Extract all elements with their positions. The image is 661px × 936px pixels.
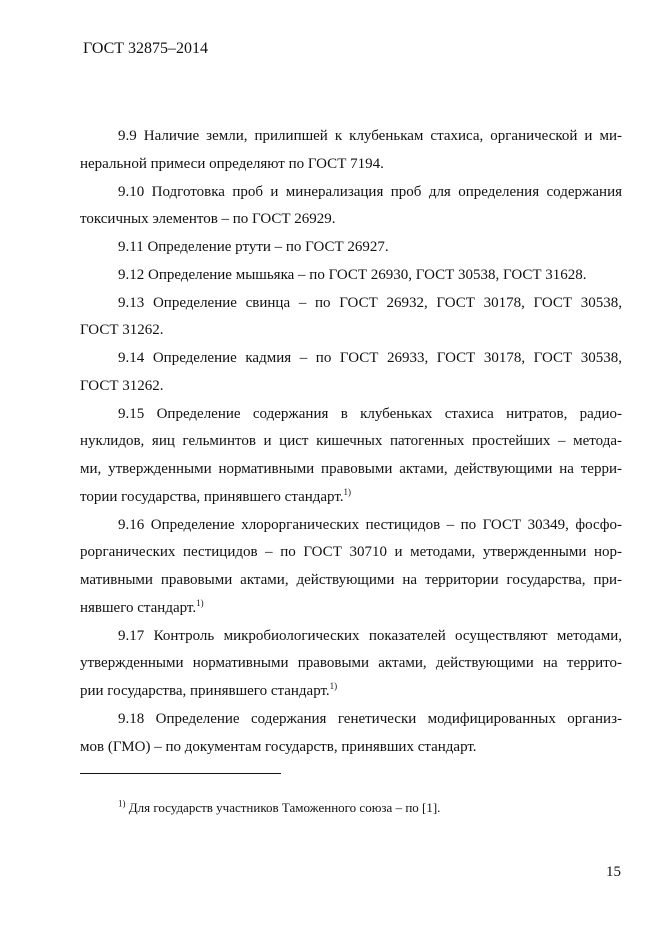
line-text: неральной примеси определяют по ГОСТ 7194. bbox=[80, 155, 384, 172]
paragraph-line bbox=[80, 317, 622, 345]
paragraph-line bbox=[80, 345, 622, 373]
line-text: рии государства, принявшего стандарт. bbox=[80, 683, 330, 699]
line-text: мов (ГМО) – по документам государств, принявших стандарт. bbox=[80, 738, 477, 755]
line-text: мативными правовыми актами, действующими на территории государства, при- bbox=[80, 572, 622, 588]
paragraph-line bbox=[80, 428, 622, 456]
paragraph-line bbox=[80, 539, 622, 567]
line-text: тории государства, принявшего стандарт. bbox=[80, 488, 344, 505]
footnote-separator bbox=[80, 773, 281, 774]
line-text: 9.12 Определение мышьяка – по ГОСТ 26930, ГОСТ 30538, ГОСТ 31628. bbox=[118, 266, 587, 283]
line-text: 9.18 Определение содержания генетически модифицированных организ- bbox=[118, 710, 622, 727]
line-text: ГОСТ 31262. bbox=[80, 377, 164, 394]
footnote-mark: 1) bbox=[118, 798, 126, 809]
paragraph-line bbox=[80, 623, 622, 651]
paragraph-line bbox=[80, 595, 622, 623]
paragraph-line bbox=[80, 373, 622, 401]
page-number: 15 bbox=[606, 864, 621, 880]
line-text: 9.11 Определение ртути – по ГОСТ 26927. bbox=[118, 239, 389, 255]
footnote-reference: 1) bbox=[343, 486, 352, 497]
paragraph-line bbox=[80, 650, 622, 678]
paragraph-line bbox=[80, 567, 622, 595]
paragraph-line bbox=[80, 179, 622, 207]
line-text: 9.13 Определение свинца – по ГОСТ 26932, ГОСТ 30178, ГОСТ 30538, bbox=[118, 294, 622, 311]
paragraph-line bbox=[80, 456, 622, 484]
line-text: 9.14 Определение кадмия – по ГОСТ 26933, ГОСТ 30178, ГОСТ 30538, bbox=[118, 350, 622, 366]
paragraph-line bbox=[80, 206, 622, 234]
footnote-text: Для государств участников Таможенного союза – по [1]. bbox=[125, 800, 441, 815]
line-text: 9.9 Наличие земли, прилипшей к клубенькам стахиса, органической и ми- bbox=[118, 128, 622, 144]
paragraph-line bbox=[80, 290, 622, 318]
paragraph-line bbox=[80, 706, 622, 734]
document-body bbox=[80, 123, 622, 761]
paragraph-line bbox=[80, 734, 622, 762]
line-text: нявшего стандарт. bbox=[80, 599, 197, 616]
line-text: 9.15 Определение содержания в клубеньках стахиса нитратов, радио- bbox=[118, 405, 622, 422]
paragraph-line bbox=[80, 123, 622, 151]
paragraph-line bbox=[80, 234, 622, 262]
line-text: 9.10 Подготовка проб и минерализация проб для определения содержания bbox=[118, 183, 622, 200]
paragraph-line bbox=[80, 512, 622, 540]
line-text: ми, утвержденными нормативными правовыми актами, действующими на терри- bbox=[80, 461, 622, 477]
footnote bbox=[118, 800, 440, 816]
line-text: 9.17 Контроль микробиологических показателей осуществляют методами, bbox=[118, 627, 622, 644]
line-text: нуклидов, яиц гельминтов и цист кишечных патогенных простейших – метода- bbox=[80, 433, 622, 450]
line-text: рорганических пестицидов – по ГОСТ 30710 и методами, утвержденными нор- bbox=[80, 544, 622, 561]
footnote-reference: 1) bbox=[329, 681, 338, 691]
paragraph-line bbox=[80, 151, 622, 179]
line-text: утвержденными нормативными правовыми актами, действующими на террито- bbox=[80, 655, 622, 672]
paragraph-line bbox=[80, 262, 622, 290]
paragraph-line bbox=[80, 401, 622, 429]
line-text: ГОСТ 31262. bbox=[80, 322, 164, 339]
line-text: 9.16 Определение хлорорганических пестицидов – по ГОСТ 30349, фосфо- bbox=[118, 516, 622, 533]
line-text: токсичных элементов – по ГОСТ 26929. bbox=[80, 211, 336, 228]
paragraph-line bbox=[80, 678, 622, 706]
paragraph-line bbox=[80, 484, 622, 512]
footnote-reference: 1) bbox=[196, 597, 204, 608]
document-header: ГОСТ 32875–2014 bbox=[83, 40, 209, 57]
